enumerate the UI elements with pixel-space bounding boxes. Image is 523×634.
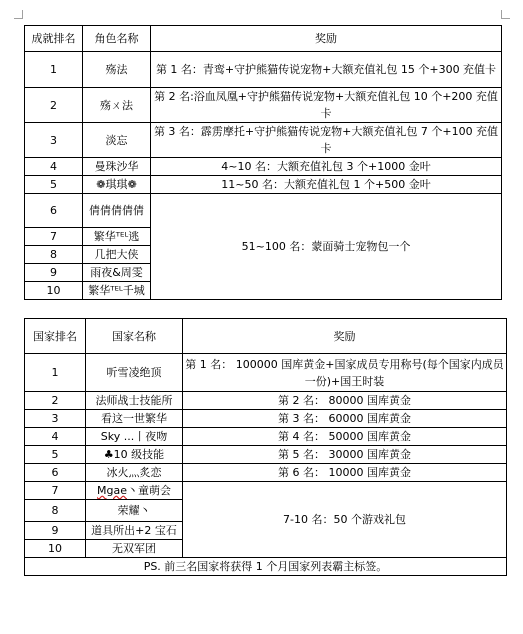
role-name-cell: 曼珠沙华 bbox=[83, 158, 151, 176]
nation-name-cell bbox=[86, 482, 183, 500]
merged-reward-cell: 51~100 名：蒙面骑士宠物包一个 bbox=[151, 194, 502, 300]
reward-cell: 第 2 名:浴血凤凰+守护熊猫传说宠物+大额充值礼包 10 个+200 充值卡 bbox=[151, 88, 502, 123]
corner-mark-right bbox=[501, 10, 510, 19]
nation-name-cell: Sky ...丨夜吻 bbox=[86, 428, 183, 446]
reward-cell: 第 2 名： 80000 国库黄金 bbox=[183, 392, 507, 410]
nation-name-cell: 冰火灬炙恋 bbox=[86, 464, 183, 482]
role-name-cell: 淡忘 bbox=[83, 123, 151, 158]
rank-cell: 5 bbox=[25, 446, 86, 464]
footer-note: PS. 前三名国家将获得 1 个月国家列表霸主标签。 bbox=[25, 558, 507, 576]
header-reward: 奖励 bbox=[151, 26, 502, 52]
nation-name-cell: 荣耀丶 bbox=[86, 500, 183, 522]
rank-cell: 2 bbox=[25, 88, 83, 123]
header-nation-name: 国家名称 bbox=[86, 319, 183, 354]
reward-cell: 第 1 名：青鸾+守护熊猫传说宠物+大额充值礼包 15 个+300 充值卡 bbox=[151, 52, 502, 88]
role-name-cell: 殇ㄨ法 bbox=[83, 88, 151, 123]
table-row bbox=[25, 176, 502, 194]
reward-cell: 第 3 名：霹雳摩托+守护熊猫传说宠物+大额充值礼包 7 个+100 充值卡 bbox=[151, 123, 502, 158]
corner-mark-left bbox=[14, 10, 23, 19]
table-header-row bbox=[25, 319, 507, 354]
table-row bbox=[25, 392, 507, 410]
reward-cell: 第 1 名： 100000 国库黄金+国家成员专用称号(每个国家内成员一份)+国王时装 bbox=[183, 354, 507, 392]
table-row bbox=[25, 446, 507, 464]
role-name-cell: 几把大侠 bbox=[83, 246, 151, 264]
rank-cell: 9 bbox=[25, 522, 86, 540]
table-row bbox=[25, 123, 502, 158]
reward-cell: 4~10 名：大额充值礼包 3 个+1000 金叶 bbox=[151, 158, 502, 176]
table-row bbox=[25, 158, 502, 176]
rank-cell: 8 bbox=[25, 500, 86, 522]
rank-cell: 3 bbox=[25, 123, 83, 158]
rank-cell: 6 bbox=[25, 194, 83, 228]
rank-cell: 3 bbox=[25, 410, 86, 428]
rank-cell: 1 bbox=[25, 354, 86, 392]
role-name-cell: 繁华ᵀᴱᴸ逃 bbox=[83, 228, 151, 246]
table-row bbox=[25, 194, 502, 228]
nation-name-cell: 听雪凌绝顶 bbox=[86, 354, 183, 392]
rank-cell: 4 bbox=[25, 158, 83, 176]
merged-reward-cell: 7-10 名：50 个游戏礼包 bbox=[183, 482, 507, 558]
table-row bbox=[25, 464, 507, 482]
rank-cell: 4 bbox=[25, 428, 86, 446]
rank-cell: 10 bbox=[25, 540, 86, 558]
table-row bbox=[25, 354, 507, 392]
role-name-cell: 殇法 bbox=[83, 52, 151, 88]
rank-cell: 10 bbox=[25, 282, 83, 300]
table-row bbox=[25, 428, 507, 446]
reward-cell: 第 4 名： 50000 国库黄金 bbox=[183, 428, 507, 446]
rank-cell: 2 bbox=[25, 392, 86, 410]
rank-cell: 7 bbox=[25, 482, 86, 500]
role-name-cell: 倩倩倩倩倩 bbox=[83, 194, 151, 228]
table-footer-row bbox=[25, 558, 507, 576]
rank-cell: 7 bbox=[25, 228, 83, 246]
table-row bbox=[25, 482, 507, 500]
achievement-ranking-table bbox=[24, 25, 502, 300]
role-name-cell: ❁琪琪❁ bbox=[83, 176, 151, 194]
rank-cell: 9 bbox=[25, 264, 83, 282]
rank-cell: 6 bbox=[25, 464, 86, 482]
table-row bbox=[25, 52, 502, 88]
reward-cell: 11~50 名：大额充值礼包 1 个+500 金叶 bbox=[151, 176, 502, 194]
nation-name-cell: 法师战士技能所 bbox=[86, 392, 183, 410]
reward-cell: 第 6 名： 10000 国库黄金 bbox=[183, 464, 507, 482]
nation-name-cell: ♣10 级技能 bbox=[86, 446, 183, 464]
nation-name-cell: 道具所出+2 宝石 bbox=[86, 522, 183, 540]
rank-cell: 1 bbox=[25, 52, 83, 88]
nation-name-cell: 看这一世繁华 bbox=[86, 410, 183, 428]
table-row bbox=[25, 88, 502, 123]
nation-name-suffix: 丶童萌会 bbox=[126, 484, 171, 497]
table-header-row bbox=[25, 26, 502, 52]
rank-cell: 5 bbox=[25, 176, 83, 194]
header-reward: 奖励 bbox=[183, 319, 507, 354]
reward-cell: 第 5 名： 30000 国库黄金 bbox=[183, 446, 507, 464]
header-rank: 国家排名 bbox=[25, 319, 86, 354]
role-name-cell: 繁华ᵀᴱᴸ千城 bbox=[83, 282, 151, 300]
role-name-cell: 雨夜&周雯 bbox=[83, 264, 151, 282]
nation-name-cell: 无双军团 bbox=[86, 540, 183, 558]
nation-ranking-table bbox=[24, 318, 507, 576]
rank-cell: 8 bbox=[25, 246, 83, 264]
table-row bbox=[25, 410, 507, 428]
nation-name-prefix: Mgae bbox=[97, 484, 127, 497]
header-role-name: 角色名称 bbox=[83, 26, 151, 52]
reward-cell: 第 3 名： 60000 国库黄金 bbox=[183, 410, 507, 428]
header-rank: 成就排名 bbox=[25, 26, 83, 52]
